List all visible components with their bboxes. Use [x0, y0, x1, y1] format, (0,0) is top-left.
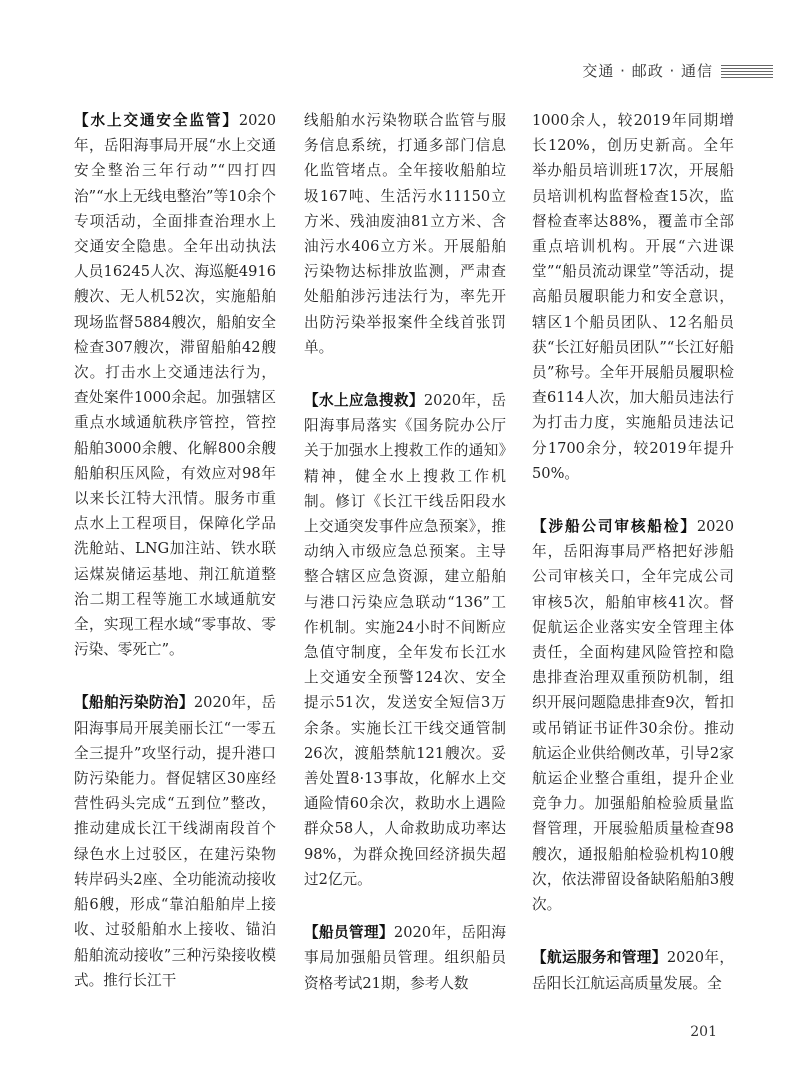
paragraph-text: 2020年，岳阳海事局开展“水上交通安全整治三年行动”“四打四治”“水上无线电整治”等10余个专项活动，全面排查治理水上交通安全隐患。全年出动执法人员16245人次、海巡艇4916艘次、无人机52次，实施船舶现场监督5884艘次，船舶安全检查307艘次，滞留船舶42艘次。打击水上交通违法行为，查处案件1000余起。加强辖区重点水域通航秩序管控，管控船舶3000余艘、化解800余艘船舶积压风险，有效应对98年以来长江特大汛情。服务市重点水上工程项目，保障化学品洗舱站、LNG加注站、铁水联运煤炭储运基地、荆江航道整治二期工程等施工水域通航安全，实现工程水域“零事故、零污染、零死亡”。 — [74, 112, 276, 659]
paragraph — [532, 945, 734, 995]
column-1 — [74, 108, 276, 1021]
section-title: 交通 · 邮政 · 通信 — [582, 62, 713, 80]
paragraph-text: 2020年，岳阳海事局严格把好涉船公司审核关口，全年完成公司审核5次，船舶审核41次。督促航运企业落实安全管理主体责任，全面构建风险管控和隐患排查治理双重预防机制，组织开展问题隐患排查9次，暂扣或吊销证书证件30余份。推动航运企业供给侧改革，引导2家航运企业整合重组，提升企业竞争力。加强船舶检验质量监督管理，开展验船质量检查98艘次，通报船舶检验机构10艘次，依法滞留设备缺陷船舶3艘次。 — [532, 518, 734, 914]
running-header — [0, 60, 793, 84]
paragraph — [304, 388, 506, 892]
page-number: 201 — [690, 1024, 717, 1040]
paragraph-heading: 【航运服务和管理】 — [532, 949, 667, 967]
paragraph-heading: 【船员管理】 — [304, 924, 394, 942]
paragraph — [74, 690, 276, 992]
paragraph-text: 2020年，岳阳海事局开展美丽长江“一零五全三提升”攻坚行动，提升港口防污染能力。督促辖区30座经营性码头完成“五到位”整改，推动建成长江干线湖南段首个绿色水上过驳区，在建污染物转岸码头2座、全功能流动接收船6艘，形成“靠泊船舶岸上接收、过驳船舶水上接收、锚泊船舶流动接收”三种污染接收模式。推行长江干 — [74, 694, 276, 989]
paragraph — [304, 108, 506, 360]
paragraph-text: 2020年，岳阳海事局加强船员管理。组织船员资格考试21期，参考人数 — [304, 924, 506, 992]
header-rule-lines — [721, 65, 773, 79]
column-3 — [532, 108, 734, 1024]
paragraph-text: 2020年，岳阳长江航运高质量发展。全 — [532, 949, 734, 992]
paragraph — [304, 920, 506, 996]
paragraph-text: 线船舶水污染物联合监管与服务信息系统，打通多部门信息化监管堵点。全年接收船舶垃圾167吨、生活污水11150立方米、残油废油81立方米、含油污水406立方米。开展船舶污染物达标排放监测，严肃查处船舶涉污违法行为，率先开出防污染举报案件全线首张罚单。 — [304, 112, 506, 356]
paragraph-text: 1000余人，较2019年同期增长120%，创历史新高。全年举办船员培训班17次，开展船员培训机构监督检查15次，监督检查率达88%，覆盖市全部重点培训机构。开展“六进课堂”“船员流动课堂”等活动，提高船员履职能力和安全意识，辖区1个船员团队、12名船员获“长江好船员团队”“长江好船员”称号。全年开展船员履职检查6114人次，加大船员违法行为打击力度，实施船员违法记分1700余分，较2019年提升50%。 — [532, 112, 734, 482]
paragraph-text: 2020年，岳阳海事局落实《国务院办公厅关于加强水上搜救工作的通知》精神，健全水上搜救工作机制。修订《长江干线岳阳段水上交通突发事件应急预案》，推动纳入市级应急总预案。主导整合辖区应急资源，建立船舶与港口污染应急联动“136”工作机制。实施24小时不间断应急值守制度，全年发布长江水上交通安全预警124次、安全提示51次，发送安全短信3万余条。实施长江干线交通管制26次，渡船禁航121艘次。妥善处置8·13事故，化解水上交通险情60余次，救助水上遇险群众58人，人命救助成功率达98%，为群众挽回经济损失超过2亿元。 — [304, 392, 506, 888]
paragraph-heading: 【涉船公司审核船检】 — [532, 518, 697, 536]
paragraph-heading: 【水上应急搜救】 — [304, 392, 424, 410]
paragraph — [532, 514, 734, 917]
paragraph-heading: 【水上交通安全监管】 — [74, 112, 239, 129]
paragraph — [74, 108, 276, 662]
paragraph-heading: 【船舶污染防治】 — [74, 694, 194, 712]
column-2 — [304, 108, 506, 1024]
paragraph — [532, 108, 734, 486]
article-body — [74, 108, 734, 1008]
